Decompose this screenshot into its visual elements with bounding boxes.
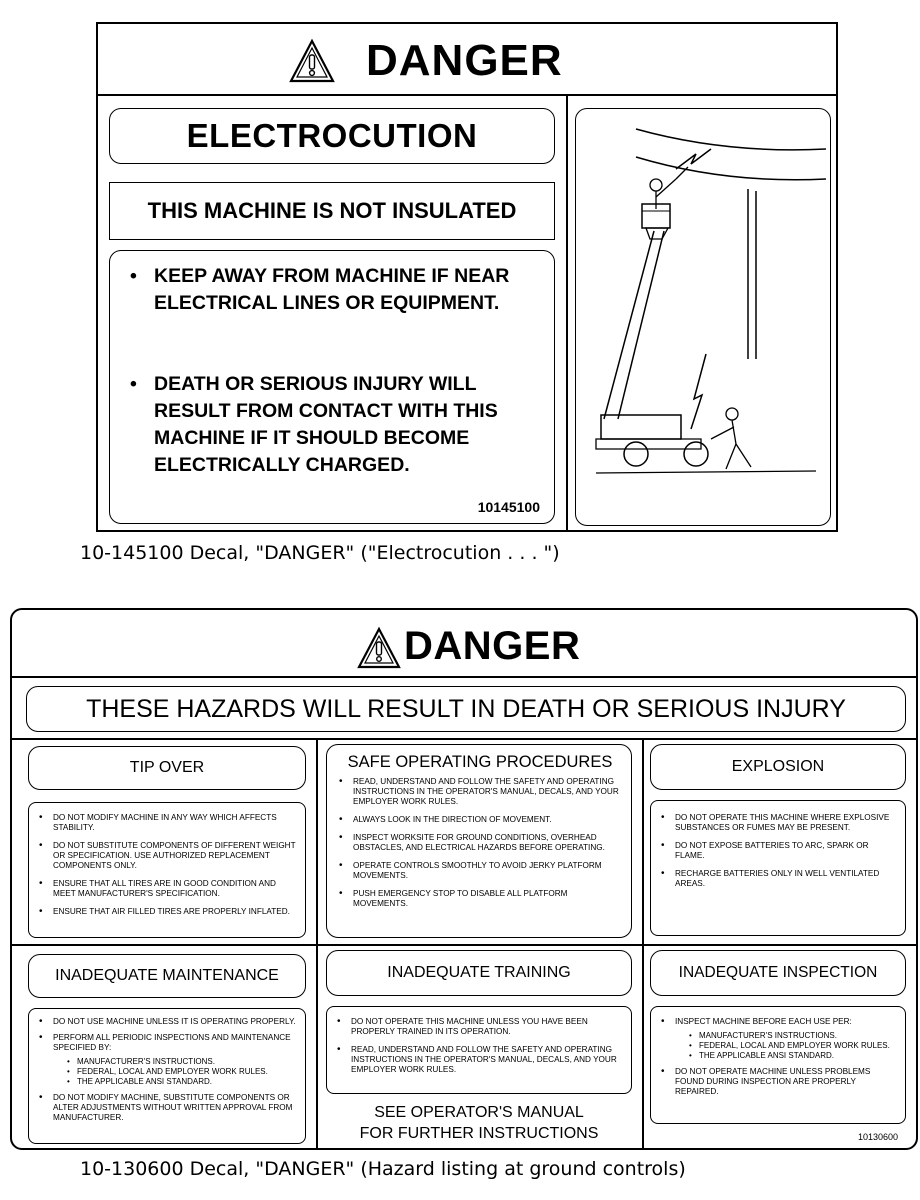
decal1-subtitle: THIS MACHINE IS NOT INSULATED <box>147 198 517 223</box>
bullet-icon: • <box>130 373 137 395</box>
list-item: • INSPECT WORKSITE FOR GROUND CONDITIONS, OVERHEAD OBSTACLES, AND ELECTRICAL HAZARDS BEFORE OPERATING. <box>339 833 621 853</box>
decal1-title: ELECTROCUTION <box>186 117 478 154</box>
footer-line-1: SEE OPERATOR'S MANUAL <box>374 1104 584 1121</box>
list-item: • DO NOT OPERATE THIS MACHINE UNLESS YOU HAVE BEEN PROPERLY TRAINED IN ITS OPERATION. <box>337 1017 621 1037</box>
decal1-title-box <box>109 108 555 164</box>
decal1-illustration-box <box>575 108 831 526</box>
list-item: • OPERATE CONTROLS SMOOTHLY TO AVOID JERKY PLATFORM MOVEMENTS. <box>339 861 621 881</box>
warning-triangle-icon <box>356 626 402 670</box>
decal2-banner-rule <box>12 738 916 740</box>
sub-list <box>675 1031 897 1061</box>
decal2-banner-box <box>26 686 906 732</box>
panel-training-body <box>326 1006 632 1094</box>
decal1-subtitle-box <box>109 182 555 240</box>
sub-list-item: • MANUFACTURER'S INSTRUCTIONS. <box>689 1031 897 1041</box>
sub-list-item: • THE APPLICABLE ANSI STANDARD. <box>67 1077 297 1087</box>
decal1-bullet-2 <box>130 371 540 479</box>
decal2-part-number: 10130600 <box>858 1132 899 1142</box>
panel-inspection-title: INADEQUATE INSPECTION <box>678 964 878 981</box>
panel-safe-operating-list <box>339 777 621 909</box>
panel-tip-over-body <box>28 802 306 938</box>
panel-tip-over-list <box>39 813 297 917</box>
decal2-danger-heading: DANGER <box>404 624 581 668</box>
panel-safe-operating-title: SAFE OPERATING PROCEDURES <box>347 753 613 771</box>
panel-training-footer <box>326 1102 632 1144</box>
decal2-header-rule <box>12 676 916 678</box>
panel-explosion-title: EXPLOSION <box>731 758 825 775</box>
panel-explosion-list <box>661 813 897 889</box>
list-item: • ENSURE THAT ALL TIRES ARE IN GOOD CONDITION AND MEET MANUFACTURER'S SPECIFICATION. <box>39 879 297 899</box>
list-item <box>39 1033 297 1087</box>
warning-triangle-icon <box>288 38 336 84</box>
panel-inspection-body <box>650 1006 906 1124</box>
grid-divider-v2 <box>642 738 644 1148</box>
footer-line-2: FOR FURTHER INSTRUCTIONS <box>359 1125 599 1142</box>
list-item: • DO NOT OPERATE THIS MACHINE WHERE EXPLOSIVE SUBSTANCES OR FUMES MAY BE PRESENT. <box>661 813 897 833</box>
list-item: • ALWAYS LOOK IN THE DIRECTION OF MOVEMENT. <box>339 815 621 825</box>
panel-tip-over-title-box <box>28 746 306 790</box>
panel-maintenance-list <box>39 1017 297 1123</box>
panel-training-list <box>337 1017 621 1075</box>
sub-list-item: • FEDERAL, LOCAL AND EMPLOYER WORK RULES. <box>67 1067 297 1077</box>
sub-list <box>53 1057 297 1087</box>
decal1-header <box>98 24 836 96</box>
list-item <box>661 1017 897 1061</box>
grid-divider-v1 <box>316 738 318 1148</box>
decal1-bullet-1 <box>130 263 520 317</box>
list-item: • PUSH EMERGENCY STOP TO DISABLE ALL PLATFORM MOVEMENTS. <box>339 889 621 909</box>
list-item: • RECHARGE BATTERIES ONLY IN WELL VENTILATED AREAS. <box>661 869 897 889</box>
decal1-divider <box>566 94 568 530</box>
decal1-bullet-1-text: KEEP AWAY FROM MACHINE IF NEAR ELECTRICAL LINES OR EQUIPMENT. <box>154 265 510 314</box>
panel-tip-over-title: TIP OVER <box>129 759 205 776</box>
panel-training-title: INADEQUATE TRAINING <box>387 964 571 981</box>
panel-inspection-title-box <box>650 950 906 996</box>
sub-list-item: • FEDERAL, LOCAL AND EMPLOYER WORK RULES. <box>689 1041 897 1051</box>
decal1-bullet-2-text: DEATH OR SERIOUS INJURY WILL RESULT FROM CONTACT WITH THIS MACHINE IF IT SHOULD BECOME ELECTRICALLY CHARGED. <box>154 373 498 476</box>
list-item: • DO NOT EXPOSE BATTERIES TO ARC, SPARK OR FLAME. <box>661 841 897 861</box>
panel-maintenance-body <box>28 1008 306 1144</box>
panel-training-title-box <box>326 950 632 996</box>
list-item: • DO NOT MODIFY MACHINE IN ANY WAY WHICH AFFECTS STABILITY. <box>39 813 297 833</box>
list-item: • DO NOT USE MACHINE UNLESS IT IS OPERATING PROPERLY. <box>39 1017 297 1027</box>
sub-list-item: • THE APPLICABLE ANSI STANDARD. <box>689 1051 897 1061</box>
electrocution-illustration <box>576 109 828 523</box>
decal1-part-number: 10145100 <box>477 499 540 515</box>
list-item: • READ, UNDERSTAND AND FOLLOW THE SAFETY AND OPERATING INSTRUCTIONS IN THE OPERATOR'S MANUAL, DECALS, AND YOUR EMPLOYER WORK RULES. <box>339 777 621 807</box>
decal-hazard-listing <box>10 608 918 1150</box>
list-item: • ENSURE THAT AIR FILLED TIRES ARE PROPERLY INFLATED. <box>39 907 297 917</box>
list-item-text: PERFORM ALL PERIODIC INSPECTIONS AND MAINTENANCE SPECIFIED BY: <box>53 1033 291 1052</box>
list-item: • DO NOT OPERATE MACHINE UNLESS PROBLEMS FOUND DURING INSPECTION ARE PROPERLY REPAIRED. <box>661 1067 897 1097</box>
decal1-danger-heading: DANGER <box>366 36 563 85</box>
panel-inspection-list <box>661 1017 897 1097</box>
bullet-icon: • <box>130 265 137 287</box>
list-item: • DO NOT SUBSTITUTE COMPONENTS OF DIFFERENT WEIGHT OR SPECIFICATION. USE AUTHORIZED REPLACEMENT COMPONENTS ONLY. <box>39 841 297 871</box>
panel-safe-operating-box <box>326 744 632 938</box>
list-item: • READ, UNDERSTAND AND FOLLOW THE SAFETY AND OPERATING INSTRUCTIONS IN THE OPERATOR'S MANUAL, DECALS, AND YOUR EMPLOYER WORK RULES. <box>337 1045 621 1075</box>
decal2-caption: 10-130600 Decal, "DANGER" (Hazard listing at ground controls) <box>80 1158 686 1180</box>
list-item-text: INSPECT MACHINE BEFORE EACH USE PER: <box>675 1017 852 1026</box>
panel-maintenance-title-box <box>28 954 306 998</box>
decal1-bullets-box <box>109 250 555 524</box>
decal2-banner: THESE HAZARDS WILL RESULT IN DEATH OR SERIOUS INJURY <box>86 695 846 723</box>
decal1-caption: 10-145100 Decal, "DANGER" ("Electrocution . . . ") <box>80 542 560 564</box>
panel-explosion-body <box>650 800 906 936</box>
list-item: • DO NOT MODIFY MACHINE, SUBSTITUTE COMPONENTS OR ALTER ADJUSTMENTS WITHOUT WRITTEN APPROVAL FROM MANUFACTURER. <box>39 1093 297 1123</box>
panel-maintenance-title: INADEQUATE MAINTENANCE <box>55 967 279 984</box>
sub-list-item: • MANUFACTURER'S INSTRUCTIONS. <box>67 1057 297 1067</box>
grid-divider-h <box>12 944 916 946</box>
panel-explosion-title-box <box>650 744 906 790</box>
decal-electrocution <box>96 22 838 532</box>
